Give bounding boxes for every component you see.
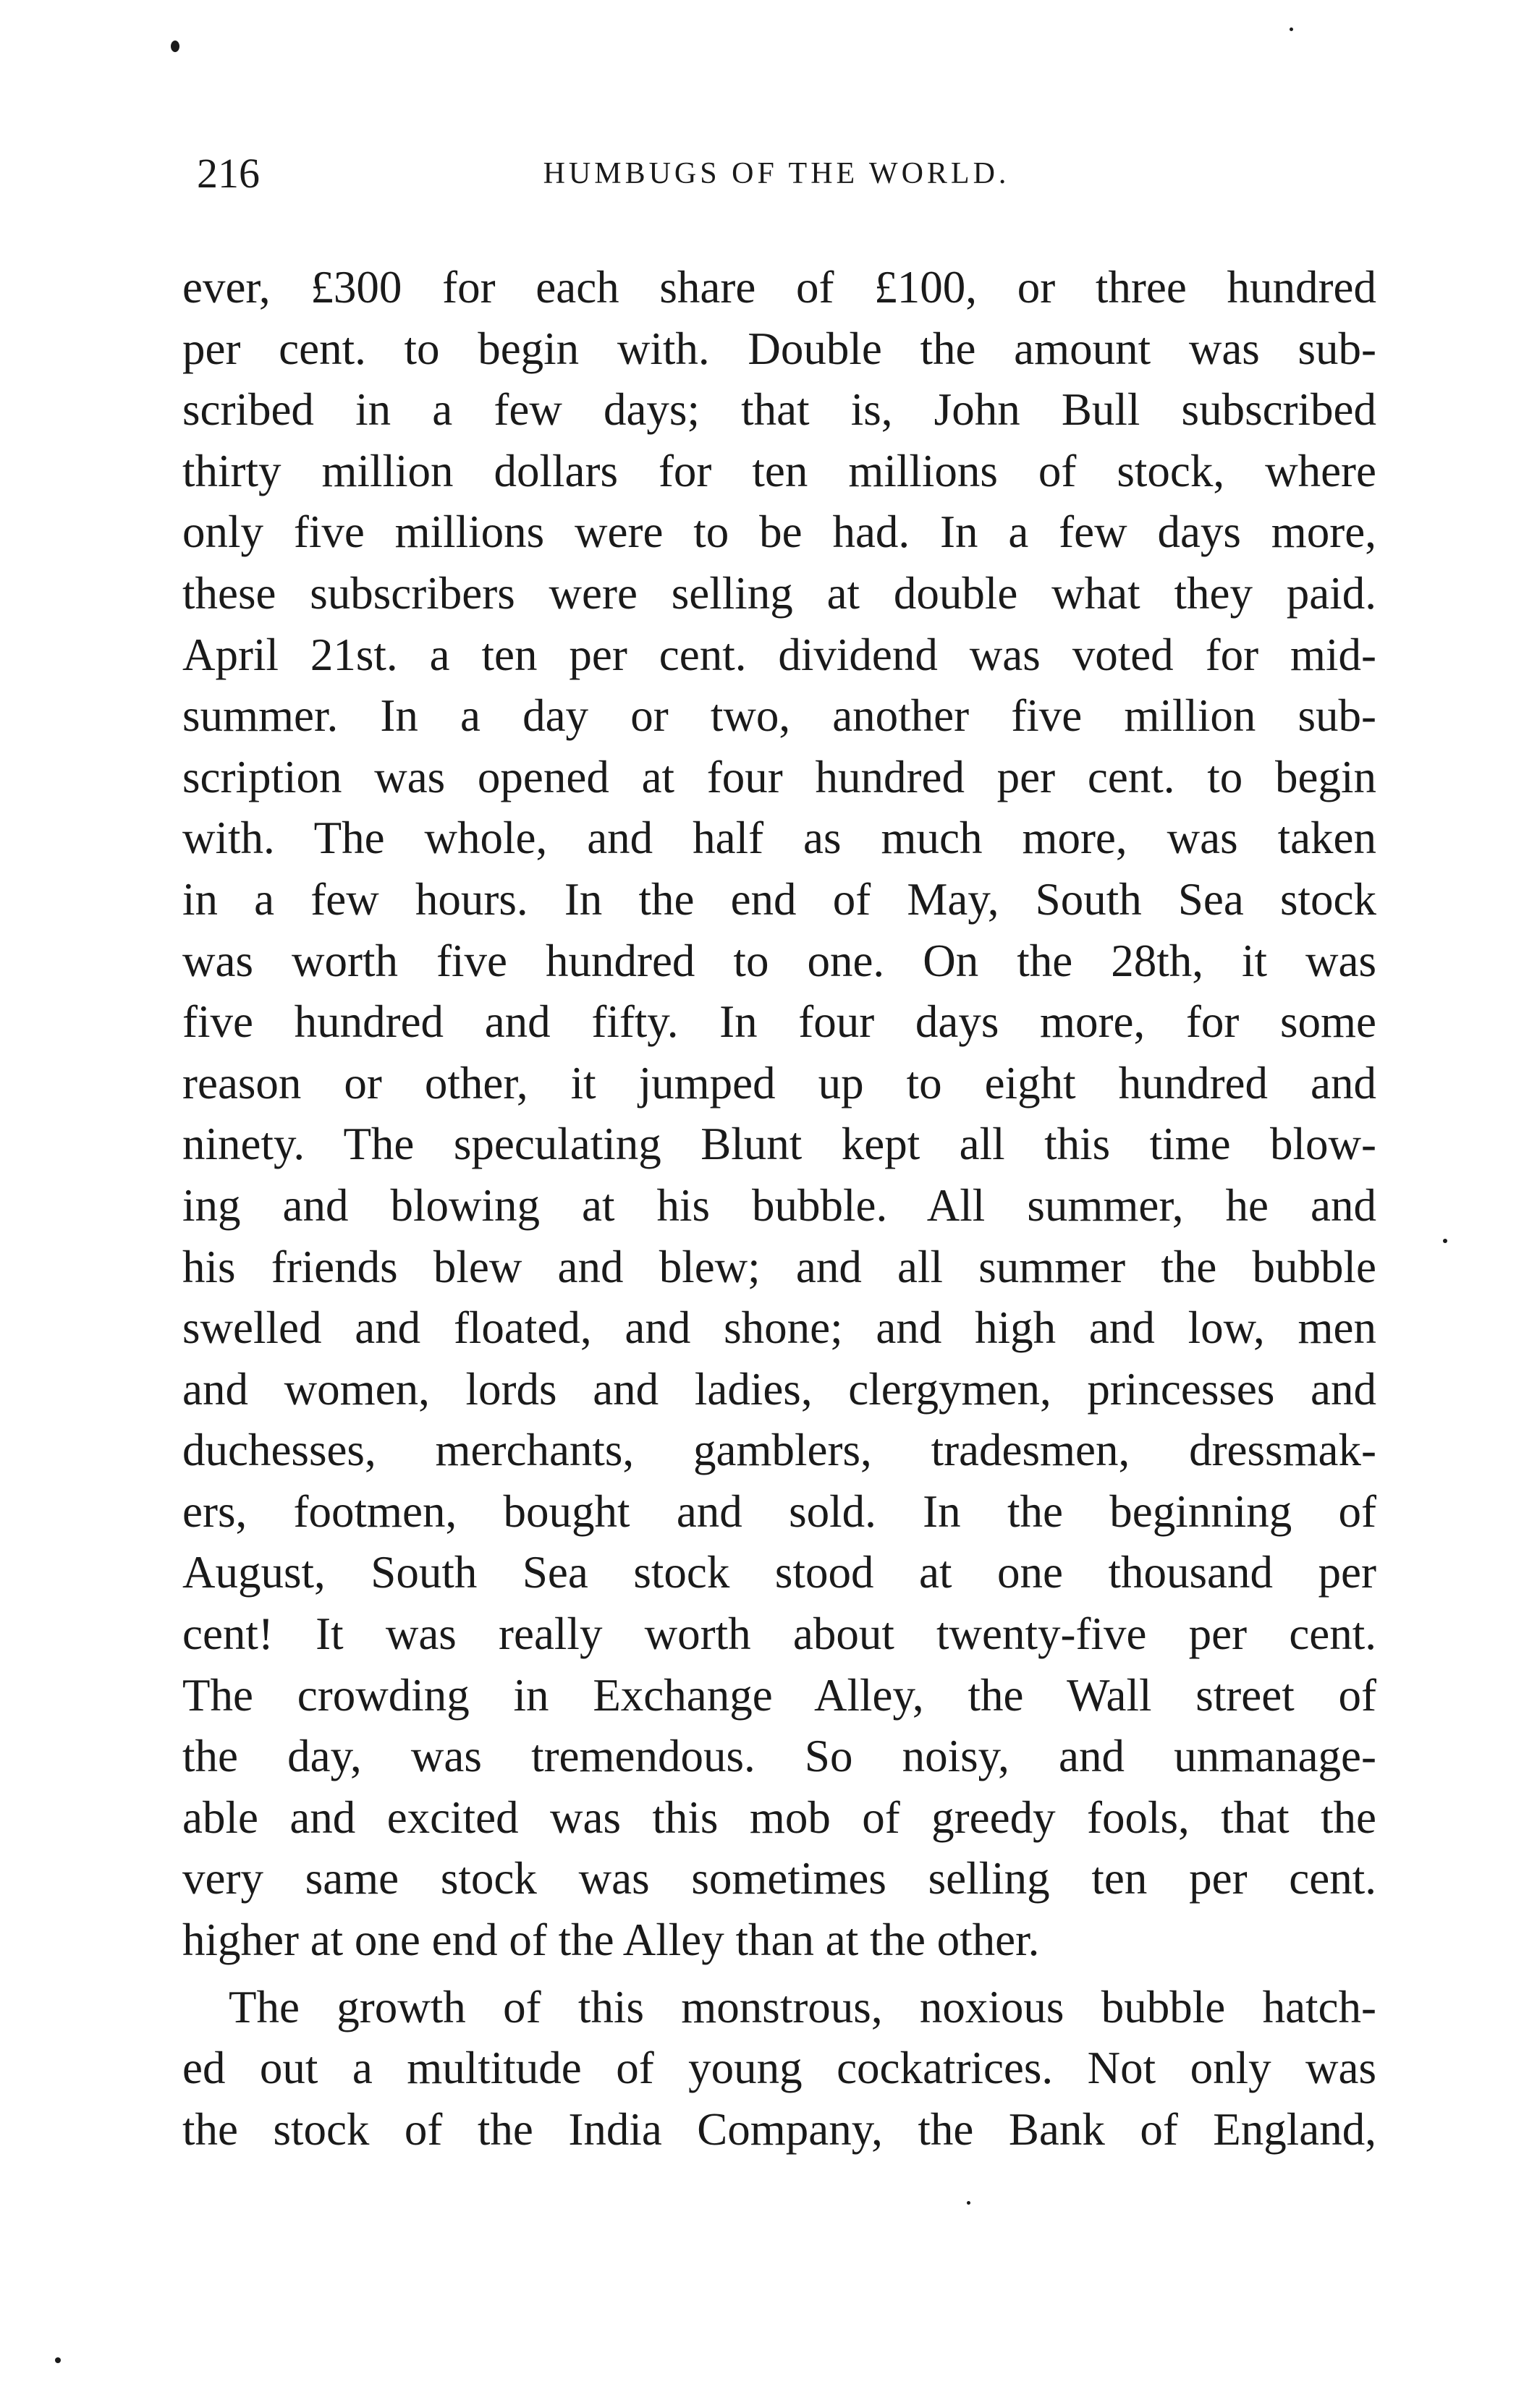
text-line: only five millions were to be had. In a few days more,: [182, 506, 1376, 558]
text-line: these subscribers were selling at double what they paid.: [182, 567, 1376, 619]
text-line: scribed in a few days; that is, John Bull subscribed: [182, 384, 1376, 436]
text-line: The growth of this monstrous, noxious bubble hatch-: [229, 1981, 1376, 2032]
running-head: HUMBUGS OF THE WORLD.: [543, 157, 1010, 190]
ink-speck: [967, 2201, 970, 2205]
text-line: five hundred and fifty. In four days more, for some: [182, 996, 1376, 1048]
ink-speck: [1290, 27, 1293, 31]
body-text: [182, 257, 1376, 2160]
text-line: ninety. The speculating Blunt kept all this time blow-: [182, 1119, 1376, 1170]
ink-speck: [55, 2357, 61, 2363]
ink-speck: [171, 41, 179, 52]
text-line: the stock of the India Company, the Bank of England,: [182, 2103, 1376, 2155]
text-line: The crowding in Exchange Alley, the Wall street of: [182, 1669, 1376, 1721]
text-line: scription was opened at four hundred per cent. to begin: [182, 751, 1376, 802]
text-line: his friends blew and blew; and all summer the bubble: [182, 1241, 1376, 1292]
text-line: ing and blowing at his bubble. All summer, he and: [182, 1179, 1376, 1231]
text-line: able and excited was this mob of greedy fools, that the: [182, 1792, 1376, 1843]
text-line: summer. In a day or two, another five million sub-: [182, 690, 1376, 742]
text-line: and women, lords and ladies, clergymen, princesses and: [182, 1363, 1376, 1415]
text-line: with. The whole, and half as much more, was taken: [182, 813, 1376, 864]
text-line: higher at one end of the Alley than at the other.: [182, 1915, 1040, 1966]
text-line: reason or other, it jumped up to eight hundred and: [182, 1057, 1376, 1108]
paragraph: [182, 1977, 1376, 2161]
text-line: per cent. to begin with. Double the amount was sub-: [182, 323, 1376, 374]
text-line: thirty million dollars for ten millions of stock, where: [182, 445, 1376, 496]
text-line: ed out a multitude of young cockatrices. Not only was: [182, 2043, 1376, 2094]
text-line: August, South Sea stock stood at one thousand per: [182, 1547, 1376, 1598]
paragraph: [182, 257, 1376, 1971]
text-line: duchesses, merchants, gamblers, tradesmen, dressmak-: [182, 1425, 1376, 1476]
paragraph-gap: [182, 1971, 1376, 1977]
text-line: ers, footmen, bought and sold. In the beginning of: [182, 1485, 1376, 1537]
page-header: [187, 145, 1366, 203]
text-line: cent! It was really worth about twenty-five per cent.: [182, 1608, 1376, 1660]
text-line: swelled and floated, and shone; and high and low, men: [182, 1302, 1376, 1354]
text-line: was worth five hundred to one. On the 28th, it was: [182, 935, 1376, 986]
page-number: 216: [197, 150, 260, 197]
text-line: ever, £300 for each share of £100, or three hundred: [182, 262, 1376, 313]
text-line: in a few hours. In the end of May, South Sea stock: [182, 873, 1376, 925]
text-line: very same stock was sometimes selling ten per cent.: [182, 1853, 1376, 1904]
text-line: the day, was tremendous. So noisy, and unmanage-: [182, 1731, 1376, 1782]
text-line: April 21st. a ten per cent. dividend was voted for mid-: [182, 629, 1376, 680]
ink-speck: [1443, 1239, 1447, 1243]
